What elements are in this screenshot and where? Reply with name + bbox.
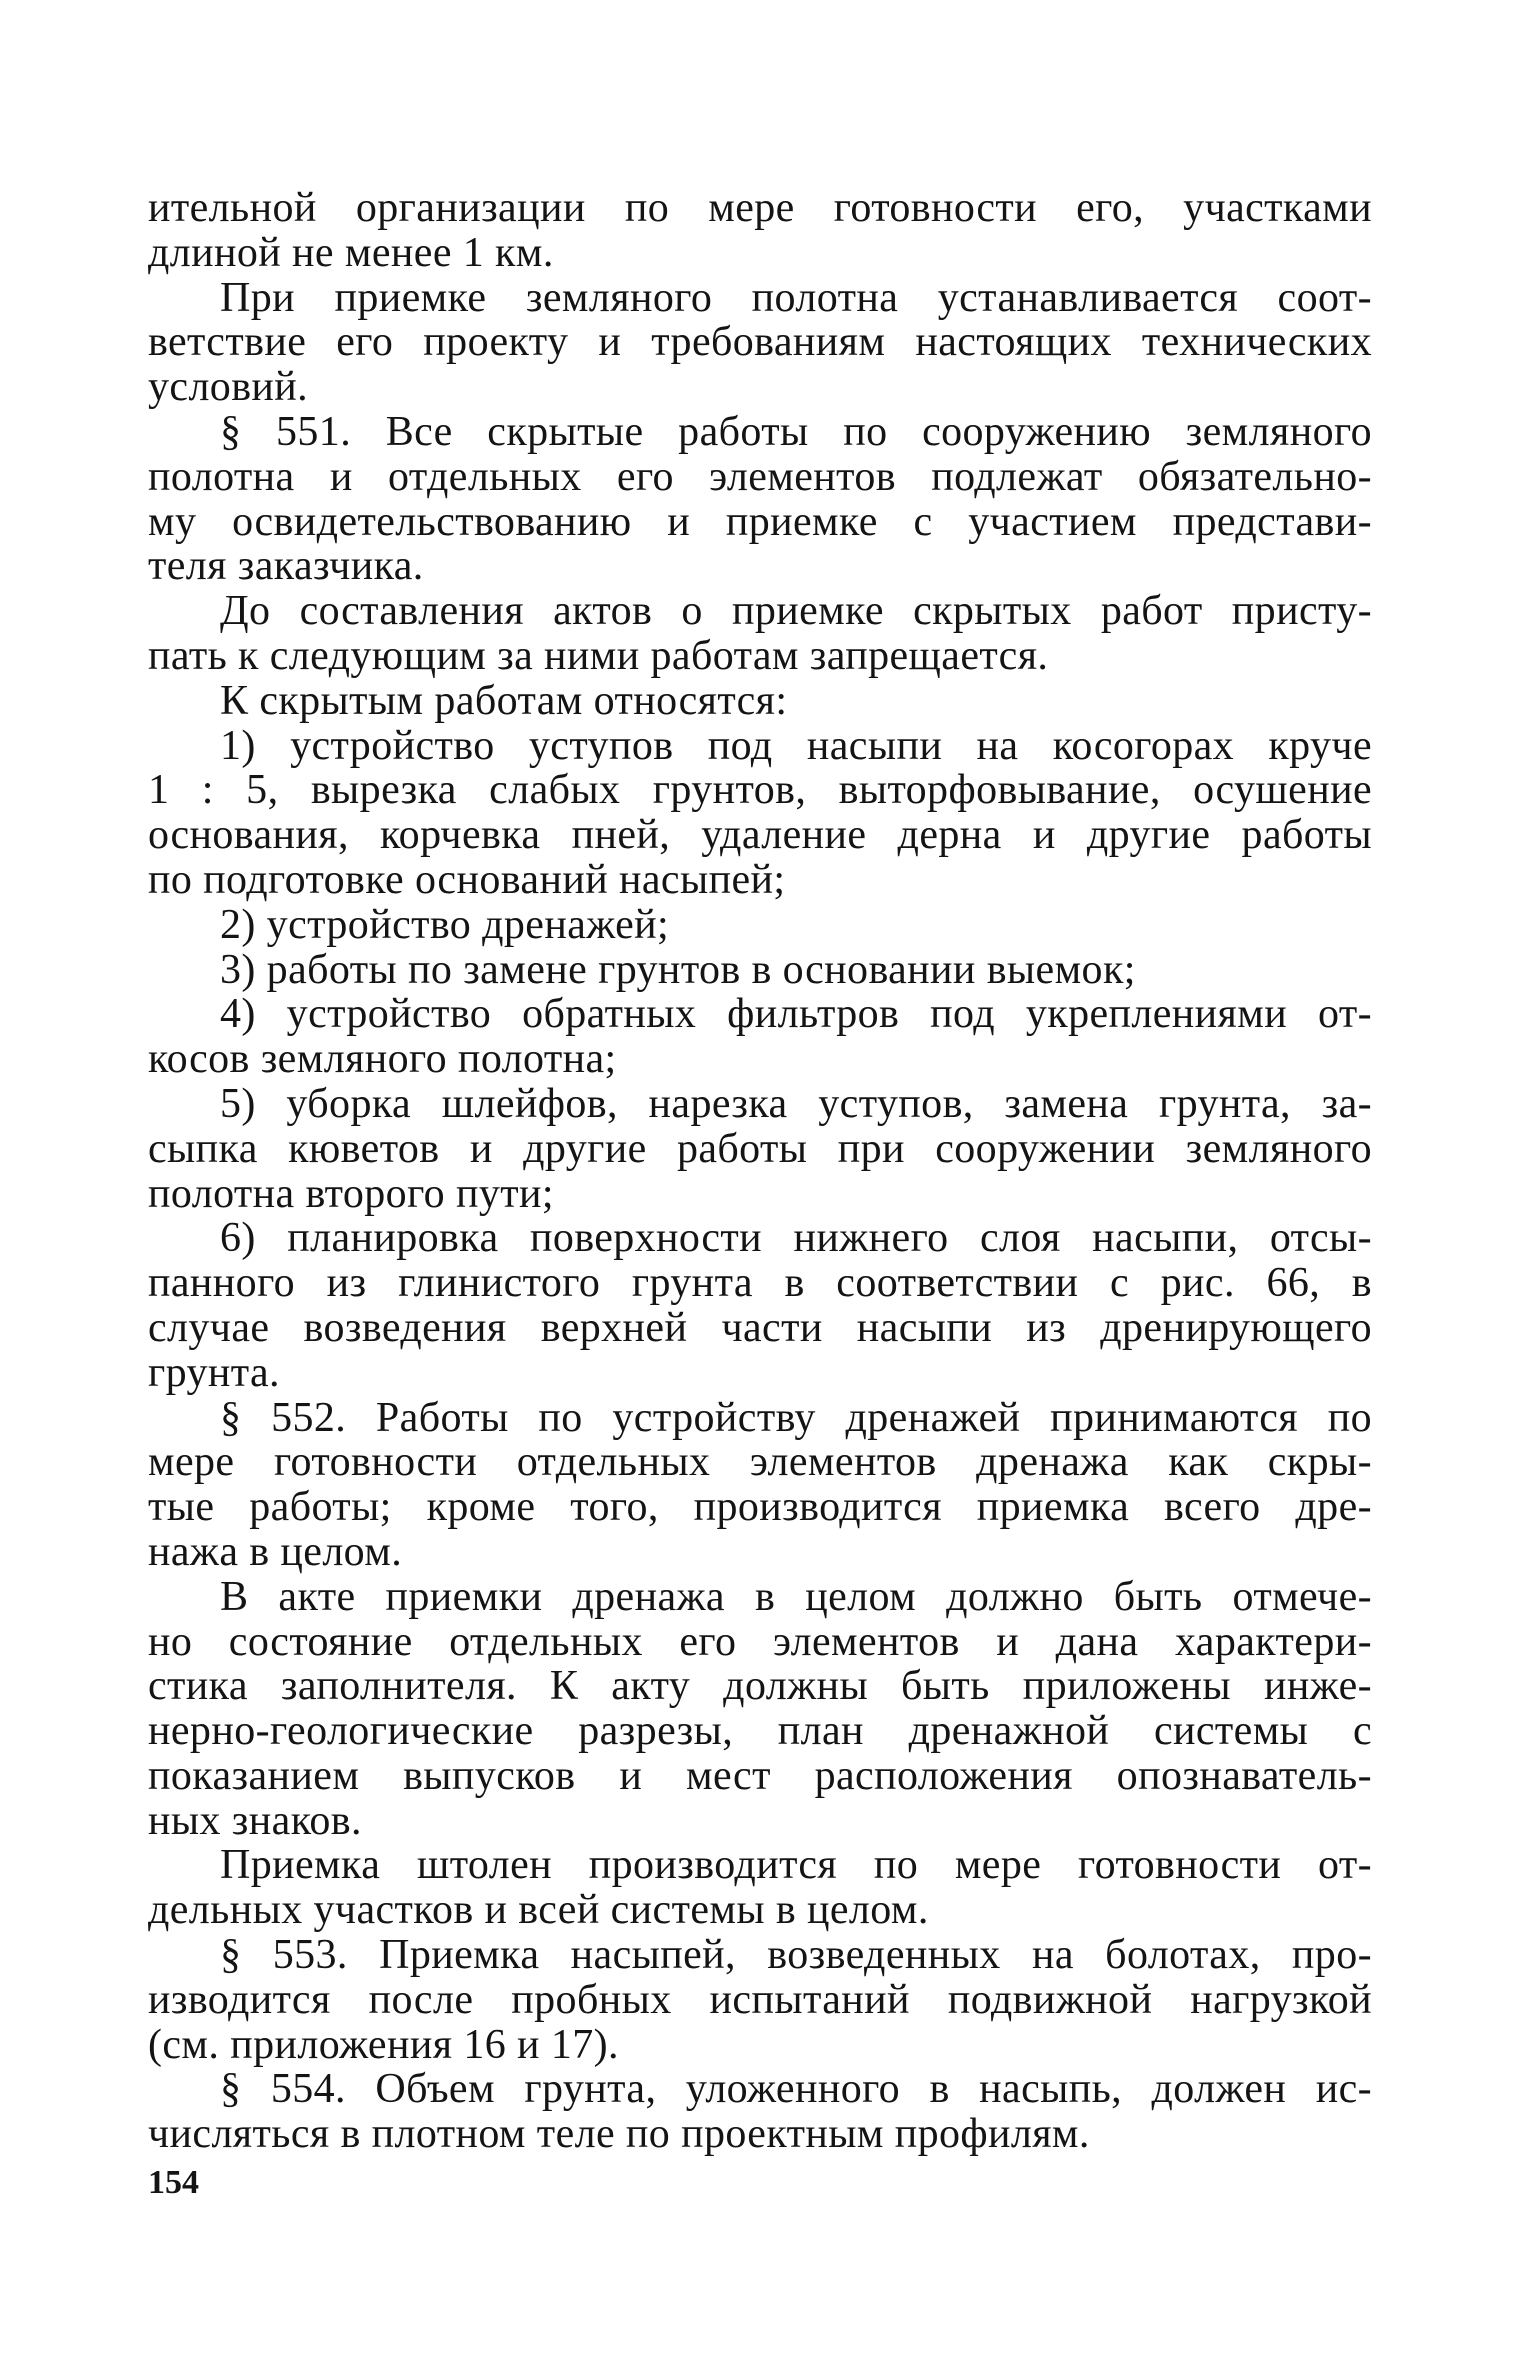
text-line: длиной не менее 1 км. (148, 229, 554, 276)
text-line: § 551. Все скрытые работы по сооружению земляного (220, 408, 1372, 455)
text-line: 6) планировка поверхности нижнего слоя насыпи, отсы- (220, 1215, 1372, 1262)
text-line: При приемке земляного полотна устанавливается соот- (220, 274, 1372, 321)
text-line: нерно-геологические разрезы, план дренажной системы с (148, 1708, 1372, 1755)
text-line: 1) устройство уступов под насыпи на косогорах круче (220, 722, 1372, 769)
text-line: теля заказчика. (148, 543, 424, 590)
text-line: К скрытым работам относятся: (220, 677, 788, 724)
page-body-text (148, 186, 1372, 2157)
text-line: Приемка штолен производится по мере готовности от- (220, 1842, 1372, 1889)
text-line: по подготовке оснований насыпей; (148, 856, 786, 903)
text-line: 3) работы по замене грунтов в основании выемок; (220, 946, 1136, 993)
text-line: § 554. Объем грунта, уложенного в насыпь, должен ис- (220, 2066, 1372, 2113)
page-number: 154 (148, 2164, 199, 2201)
text-line: случае возведения верхней части насыпи из дренирующего (148, 1304, 1372, 1351)
text-line: пать к следующим за ними работам запрещается. (148, 632, 1049, 679)
text-line: числяться в плотном теле по проектным профилям. (148, 2111, 1090, 2158)
text-line: основания, корчевка пней, удаление дерна и другие работы (148, 812, 1372, 859)
text-line: полотна и отдельных его элементов подлежат обязательно- (148, 453, 1372, 500)
text-line: ительной организации по мере готовности его, участками (148, 185, 1372, 231)
text-line: дельных участков и всей системы в целом. (148, 1887, 929, 1934)
text-line: § 552. Работы по устройству дренажей принимаются по (220, 1394, 1372, 1441)
text-line: стика заполнителя. К акту должны быть приложены инже- (148, 1663, 1372, 1710)
text-line: мере готовности отдельных элементов дренажа как скры- (148, 1439, 1372, 1486)
text-line: изводится после пробных испытаний подвижной нагрузкой (148, 1976, 1372, 2023)
text-line: му освидетельствованию и приемке с участием представи- (148, 498, 1372, 545)
text-line: показанием выпусков и мест расположения опознаватель- (148, 1752, 1372, 1799)
text-line: полотна второго пути; (148, 1170, 554, 1217)
text-line: До составления актов о приемке скрытых работ присту- (220, 588, 1372, 635)
text-line: ветствие его проекту и требованиям настоящих технических (148, 319, 1372, 366)
text-line: косов земляного полотна; (148, 1036, 617, 1083)
text-line: условий. (148, 364, 309, 411)
text-line: грунта. (148, 1349, 280, 1396)
text-line: 1 : 5, вырезка слабых грунтов, выторфовывание, осушение (148, 767, 1372, 814)
text-line: В акте приемки дренажа в целом должно быть отмече- (220, 1573, 1372, 1620)
text-line: § 553. Приемка насыпей, возведенных на болотах, про- (220, 1932, 1372, 1979)
text-line: (см. приложения 16 и 17). (148, 2021, 619, 2068)
text-line: панного из глинистого грунта в соответствии с рис. 66, в (148, 1260, 1372, 1307)
text-line: тые работы; кроме того, производится приемка всего дре- (148, 1484, 1372, 1531)
text-line: но состояние отдельных его элементов и дана характери- (148, 1618, 1372, 1665)
text-line: 5) уборка шлейфов, нарезка уступов, замена грунта, за- (220, 1080, 1372, 1127)
text-line: нажа в целом. (148, 1528, 403, 1575)
text-line: ных знаков. (148, 1797, 362, 1844)
text-line: 2) устройство дренажей; (220, 901, 670, 948)
text-line: сыпка кюветов и другие работы при сооружении земляного (148, 1125, 1372, 1172)
text-line: 4) устройство обратных фильтров под укреплениями от- (220, 991, 1372, 1038)
